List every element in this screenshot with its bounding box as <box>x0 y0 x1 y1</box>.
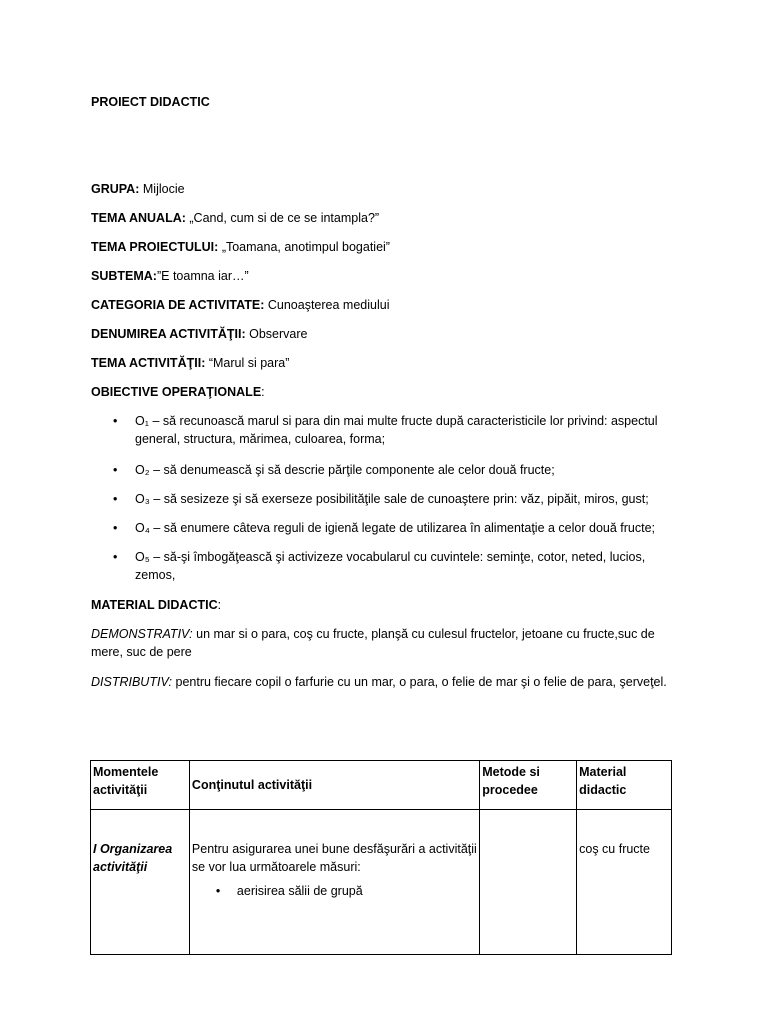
demonstrativ-paragraph <box>91 625 671 661</box>
tema-anuala-label: TEMA ANUALA <box>91 211 182 225</box>
objective-text: – să recunoască marul si para din mai multe fructe după caracteristicile lor privind: aspectul general, structura, mărimea, culoarea, forma; <box>135 414 658 446</box>
demonstrativ-text: un mar si o para, coş cu fructe, planşă cu culesul fructelor, jetoane cu fructe,suc de mere, suc de pere <box>91 627 655 659</box>
material-label: MATERIAL DIDACTIC <box>91 598 218 612</box>
document-title: PROIECT DIDACTIC <box>91 95 210 109</box>
grupa-label: GRUPA <box>91 182 136 196</box>
grupa-value: Mijlocie <box>142 182 185 196</box>
tema-activitatii-label: TEMA ACTIVITĂŢII <box>91 356 202 370</box>
material-cell: coş cu fructe <box>577 810 672 955</box>
tema-activitatii-value: “Marul si para” <box>208 356 290 370</box>
moment-cell: I Organizarea activităţii <box>91 810 190 955</box>
table-header-row <box>91 761 672 810</box>
objective-code: O₁ <box>135 414 149 428</box>
content-text: Pentru asigurarea unei bune desfăşurări a activităţii se vor lua următoarele măsuri: <box>191 842 477 874</box>
grupa-line: GRUPA: Mijlocie <box>91 182 185 196</box>
list-item <box>91 412 681 448</box>
list-item <box>91 490 681 508</box>
objective-text: – să enumere câteva reguli de igienă legate de utilizarea în alimentaţie a celor două fructe; <box>153 521 656 535</box>
list-item <box>192 882 477 900</box>
denumirea-value: Observare <box>249 327 308 341</box>
distributiv-label: DISTRIBUTIV: <box>91 675 173 689</box>
denumirea-line: DENUMIREA ACTIVITĂŢII: Observare <box>91 327 308 341</box>
list-item <box>91 461 681 479</box>
subtema-line <box>91 267 249 285</box>
objective-code: O₅ <box>135 550 150 564</box>
denumirea-label: DENUMIREA ACTIVITĂŢII <box>91 327 242 341</box>
header-cell: Momentele activităţii <box>91 761 190 810</box>
header-cell: Metode si procedee <box>480 761 577 810</box>
bullet-icon: • <box>113 414 118 428</box>
categoria-value: Cunoaşterea mediului <box>267 298 390 312</box>
objective-code: O₃ <box>135 492 150 506</box>
tema-activitatii-line: TEMA ACTIVITĂŢII: “Marul si para” <box>91 356 290 370</box>
categoria-line: CATEGORIA DE ACTIVITATE: Cunoaşterea mediului <box>91 298 390 312</box>
header-cell: Conţinutul activităţii <box>189 761 479 810</box>
demonstrativ-label: DEMONSTRATIV: <box>91 627 193 641</box>
distributiv-paragraph <box>91 673 667 691</box>
metode-cell <box>480 810 577 955</box>
subtema-label: SUBTEMA: <box>91 269 157 283</box>
list-item <box>91 519 681 537</box>
bullet-icon: • <box>215 884 221 898</box>
table-row <box>91 810 672 955</box>
distributiv-text: pentru fiecare copil o farfurie cu un mar, o para, o felie de mar şi o felie de para, şerveţel. <box>175 675 667 689</box>
material-heading: MATERIAL DIDACTIC: <box>91 598 222 612</box>
tema-proiectului-line: TEMA PROIECTULUI: „Toamana, anotimpul bogatiei” <box>91 240 390 254</box>
obiective-heading: OBIECTIVE OPERAŢIONALE: <box>91 385 265 399</box>
subtema-value: ”E toamna iar…” <box>156 269 249 283</box>
obiective-label: OBIECTIVE OPERAŢIONALE <box>91 385 262 399</box>
tema-anuala-value: „Cand, cum si de ce se intampla?” <box>189 211 380 225</box>
objective-code: O₄ <box>135 521 150 535</box>
bullet-icon: • <box>113 550 118 564</box>
bullet-icon: • <box>113 492 118 506</box>
content-list <box>192 882 477 900</box>
tema-proiectului-label: TEMA PROIECTULUI <box>91 240 215 254</box>
objective-text: – să sesizeze şi să exerseze posibilităţile sale de cunoaştere prin: văz, pipăit, miros, gust; <box>153 492 649 506</box>
content-bullet-text: aerisirea sălii de grupă <box>236 884 363 898</box>
tema-anuala-line: TEMA ANUALA: „Cand, cum si de ce se intampla?” <box>91 211 380 225</box>
header-cell: Material didactic <box>577 761 672 810</box>
bullet-icon: • <box>113 463 118 477</box>
obiective-list <box>91 412 681 584</box>
objective-text: – să denumească şi să descrie părţile componente ale celor două fructe; <box>153 463 555 477</box>
objective-code: O₂ <box>135 463 150 477</box>
objective-text: – să-şi îmbogăţească şi activizeze vocabularul cu cuvintele: seminţe, cotor, neted, lucios, zemos, <box>135 550 646 582</box>
content-cell <box>189 810 479 955</box>
bullet-icon: • <box>113 521 118 535</box>
tema-proiectului-value: „Toamana, anotimpul bogatiei” <box>221 240 390 254</box>
activity-table <box>90 760 672 955</box>
list-item <box>91 548 681 584</box>
categoria-label: CATEGORIA DE ACTIVITATE <box>91 298 261 312</box>
